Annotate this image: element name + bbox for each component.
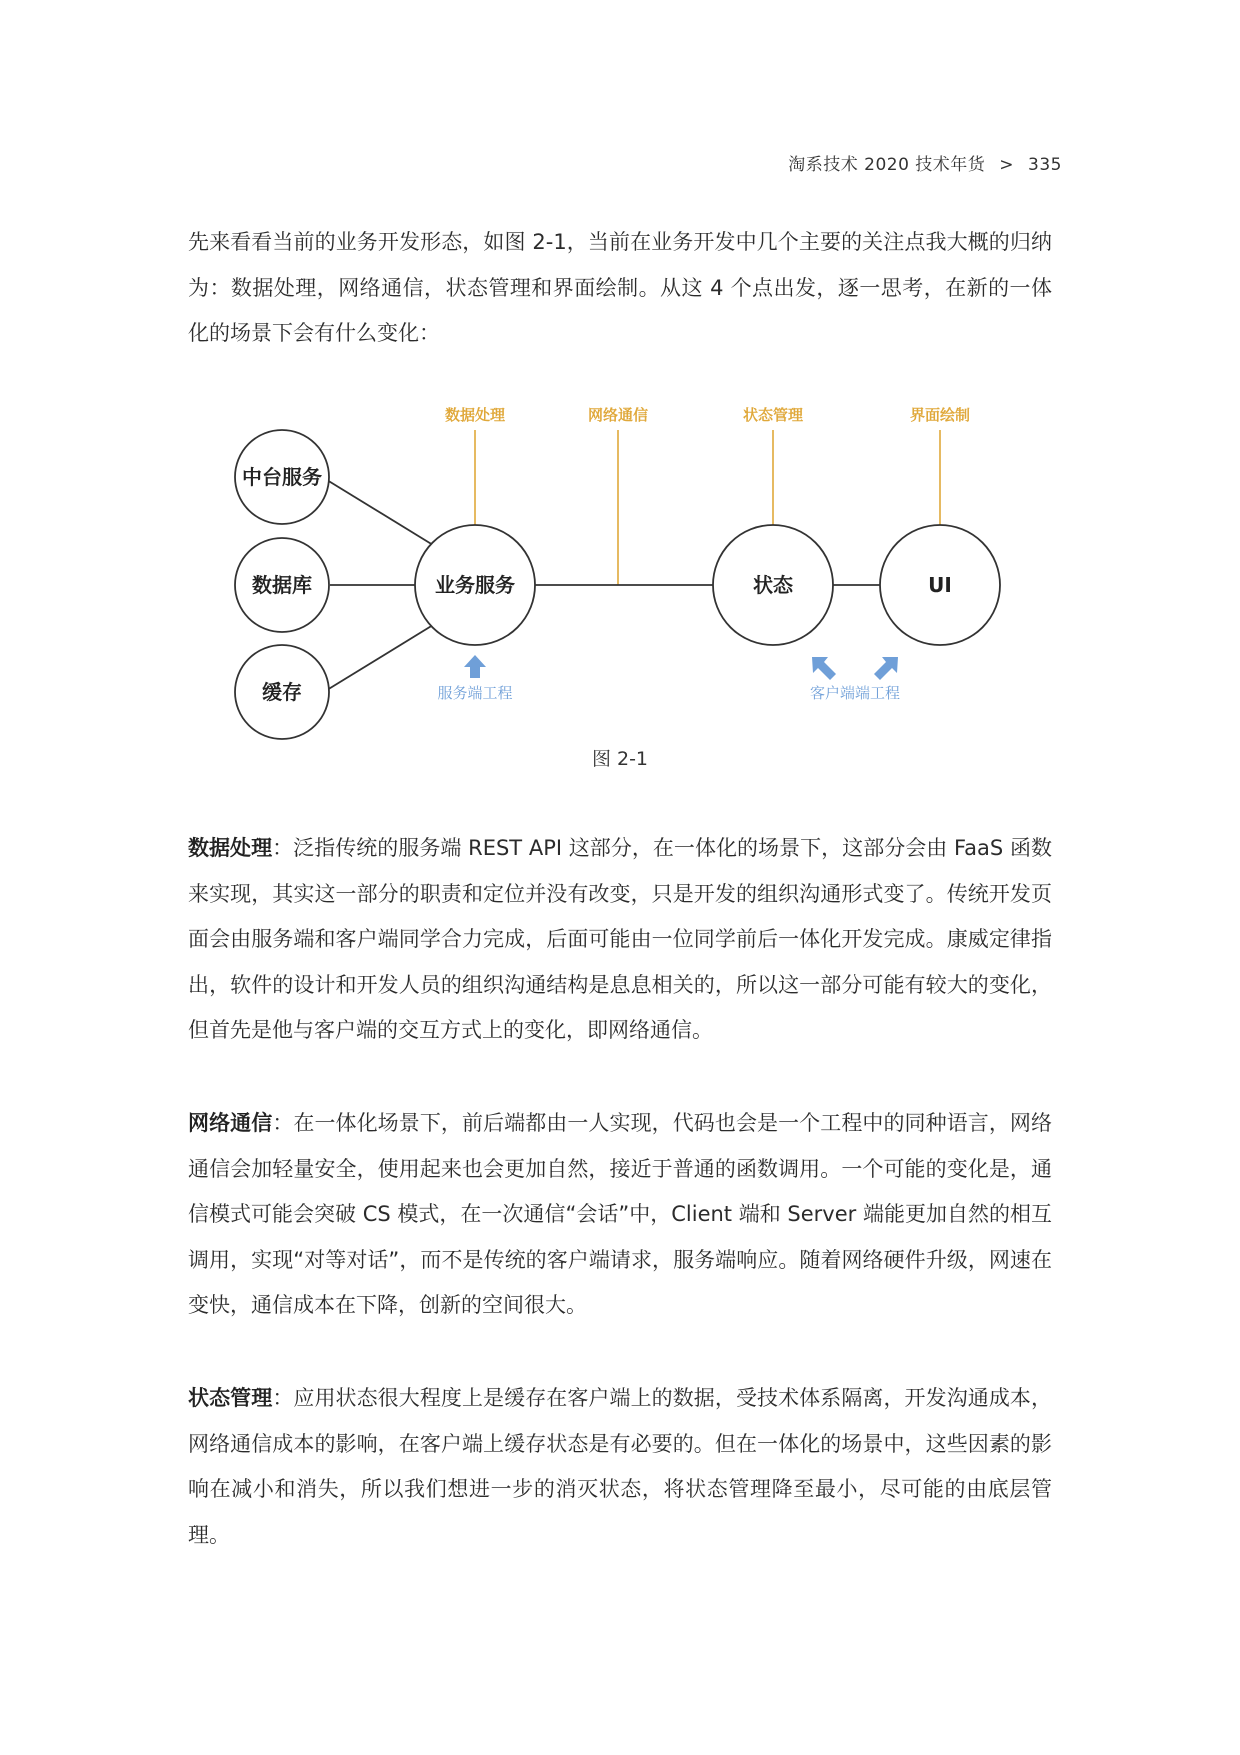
section-body: ：应用状态很大程度上是缓存在客户端上的数据，受技术体系隔离，开发沟通成本，网络通信成本的影响，在客户端上缓存状态是有必要的。但在一体化的场景中，这些因素的影响在减小和消失，所以我们想进一步的消灭状态，将状态管理降至最小，尽可能的由底层管理。 xyxy=(188,1386,1053,1547)
server-engineering-label: 服务端工程 xyxy=(437,684,513,702)
svg-text:UI: UI xyxy=(928,573,952,597)
up-left-arrow-icon xyxy=(812,657,836,680)
architecture-diagram xyxy=(230,395,1010,745)
section-state-management xyxy=(188,1376,1052,1558)
edge-cache-business xyxy=(327,625,433,690)
section-data-processing xyxy=(188,826,1052,1054)
intro-paragraph: 先来看看当前的业务开发形态，如图 2-1，当前在业务开发中几个主要的关注点我大概的归纳为：数据处理，网络通信，状态管理和界面绘制。从这 4 个点出发，逐一思考，在新的一体化的场景下会有什么变化： xyxy=(188,230,1052,345)
section-body: ：泛指传统的服务端 REST API 这部分，在一体化的场景下，这部分会由 FaaS 函数来实现，其实这一部分的职责和定位并没有改变，只是开发的组织沟通形式变了。传统开发页面会由服务端和客户端同学合力完成，后面可能由一位同学前后一体化开发完成。康威定律指出，软件的设计和开发人员的组织沟通结构是息息相关的，所以这一部分可能有较大的变化，但首先是他与客户端的交互方式上的变化，即网络通信。 xyxy=(188,836,1052,1042)
figure-caption: 图 2-1 xyxy=(591,748,649,770)
node-cache xyxy=(235,645,329,739)
node-database xyxy=(235,538,329,632)
node-business-service xyxy=(415,525,535,645)
edge-platform-business xyxy=(327,480,433,545)
node-state xyxy=(713,525,833,645)
section-term: 网络通信 xyxy=(188,1111,273,1135)
node-ui xyxy=(880,525,1000,645)
concern-ui-rendering xyxy=(910,406,970,525)
node-middle-platform xyxy=(235,430,329,524)
server-engineering-group xyxy=(437,655,512,702)
concern-network xyxy=(588,406,648,585)
client-engineering-label: 客户端端工程 xyxy=(809,684,901,702)
page-number: 335 xyxy=(1028,155,1062,175)
concern-data-processing xyxy=(445,406,506,525)
section-network xyxy=(188,1101,1052,1329)
up-right-arrow-icon xyxy=(874,657,898,680)
concern-label: 数据处理 xyxy=(444,406,506,424)
svg-text:状态: 状态 xyxy=(753,573,793,597)
up-arrow-icon xyxy=(464,655,486,678)
header-separator: > xyxy=(999,155,1015,175)
section-term: 状态管理 xyxy=(188,1386,273,1410)
section-body: ：在一体化场景下，前后端都由一人实现，代码也会是一个工程中的同种语言，网络通信会加轻量安全，使用起来也会更加自然，接近于普通的函数调用。一个可能的变化是，通信模式可能会突破 CS 模式，在一次通信“会话”中，Client 端和 Server 端能更加自然的相互调用，实现“对等对话”，而不是传统的客户端请求，服务端响应。随着网络硬件升级，网速在变快，通信成本在下降，创新的空间很大。 xyxy=(188,1111,1053,1317)
svg-text:中台服务: 中台服务 xyxy=(242,465,322,489)
client-engineering-group xyxy=(810,657,900,702)
concern-label: 网络通信 xyxy=(587,406,649,424)
page-header xyxy=(788,150,1062,175)
concern-label: 状态管理 xyxy=(742,406,804,424)
svg-text:业务服务: 业务服务 xyxy=(435,573,515,597)
concern-label: 界面绘制 xyxy=(909,406,971,424)
section-term: 数据处理 xyxy=(188,836,273,860)
concern-state-management xyxy=(743,406,804,525)
svg-text:缓存: 缓存 xyxy=(262,680,302,704)
header-title: 淘系技术 2020 技术年货 xyxy=(788,155,986,175)
svg-text:数据库: 数据库 xyxy=(252,573,312,597)
